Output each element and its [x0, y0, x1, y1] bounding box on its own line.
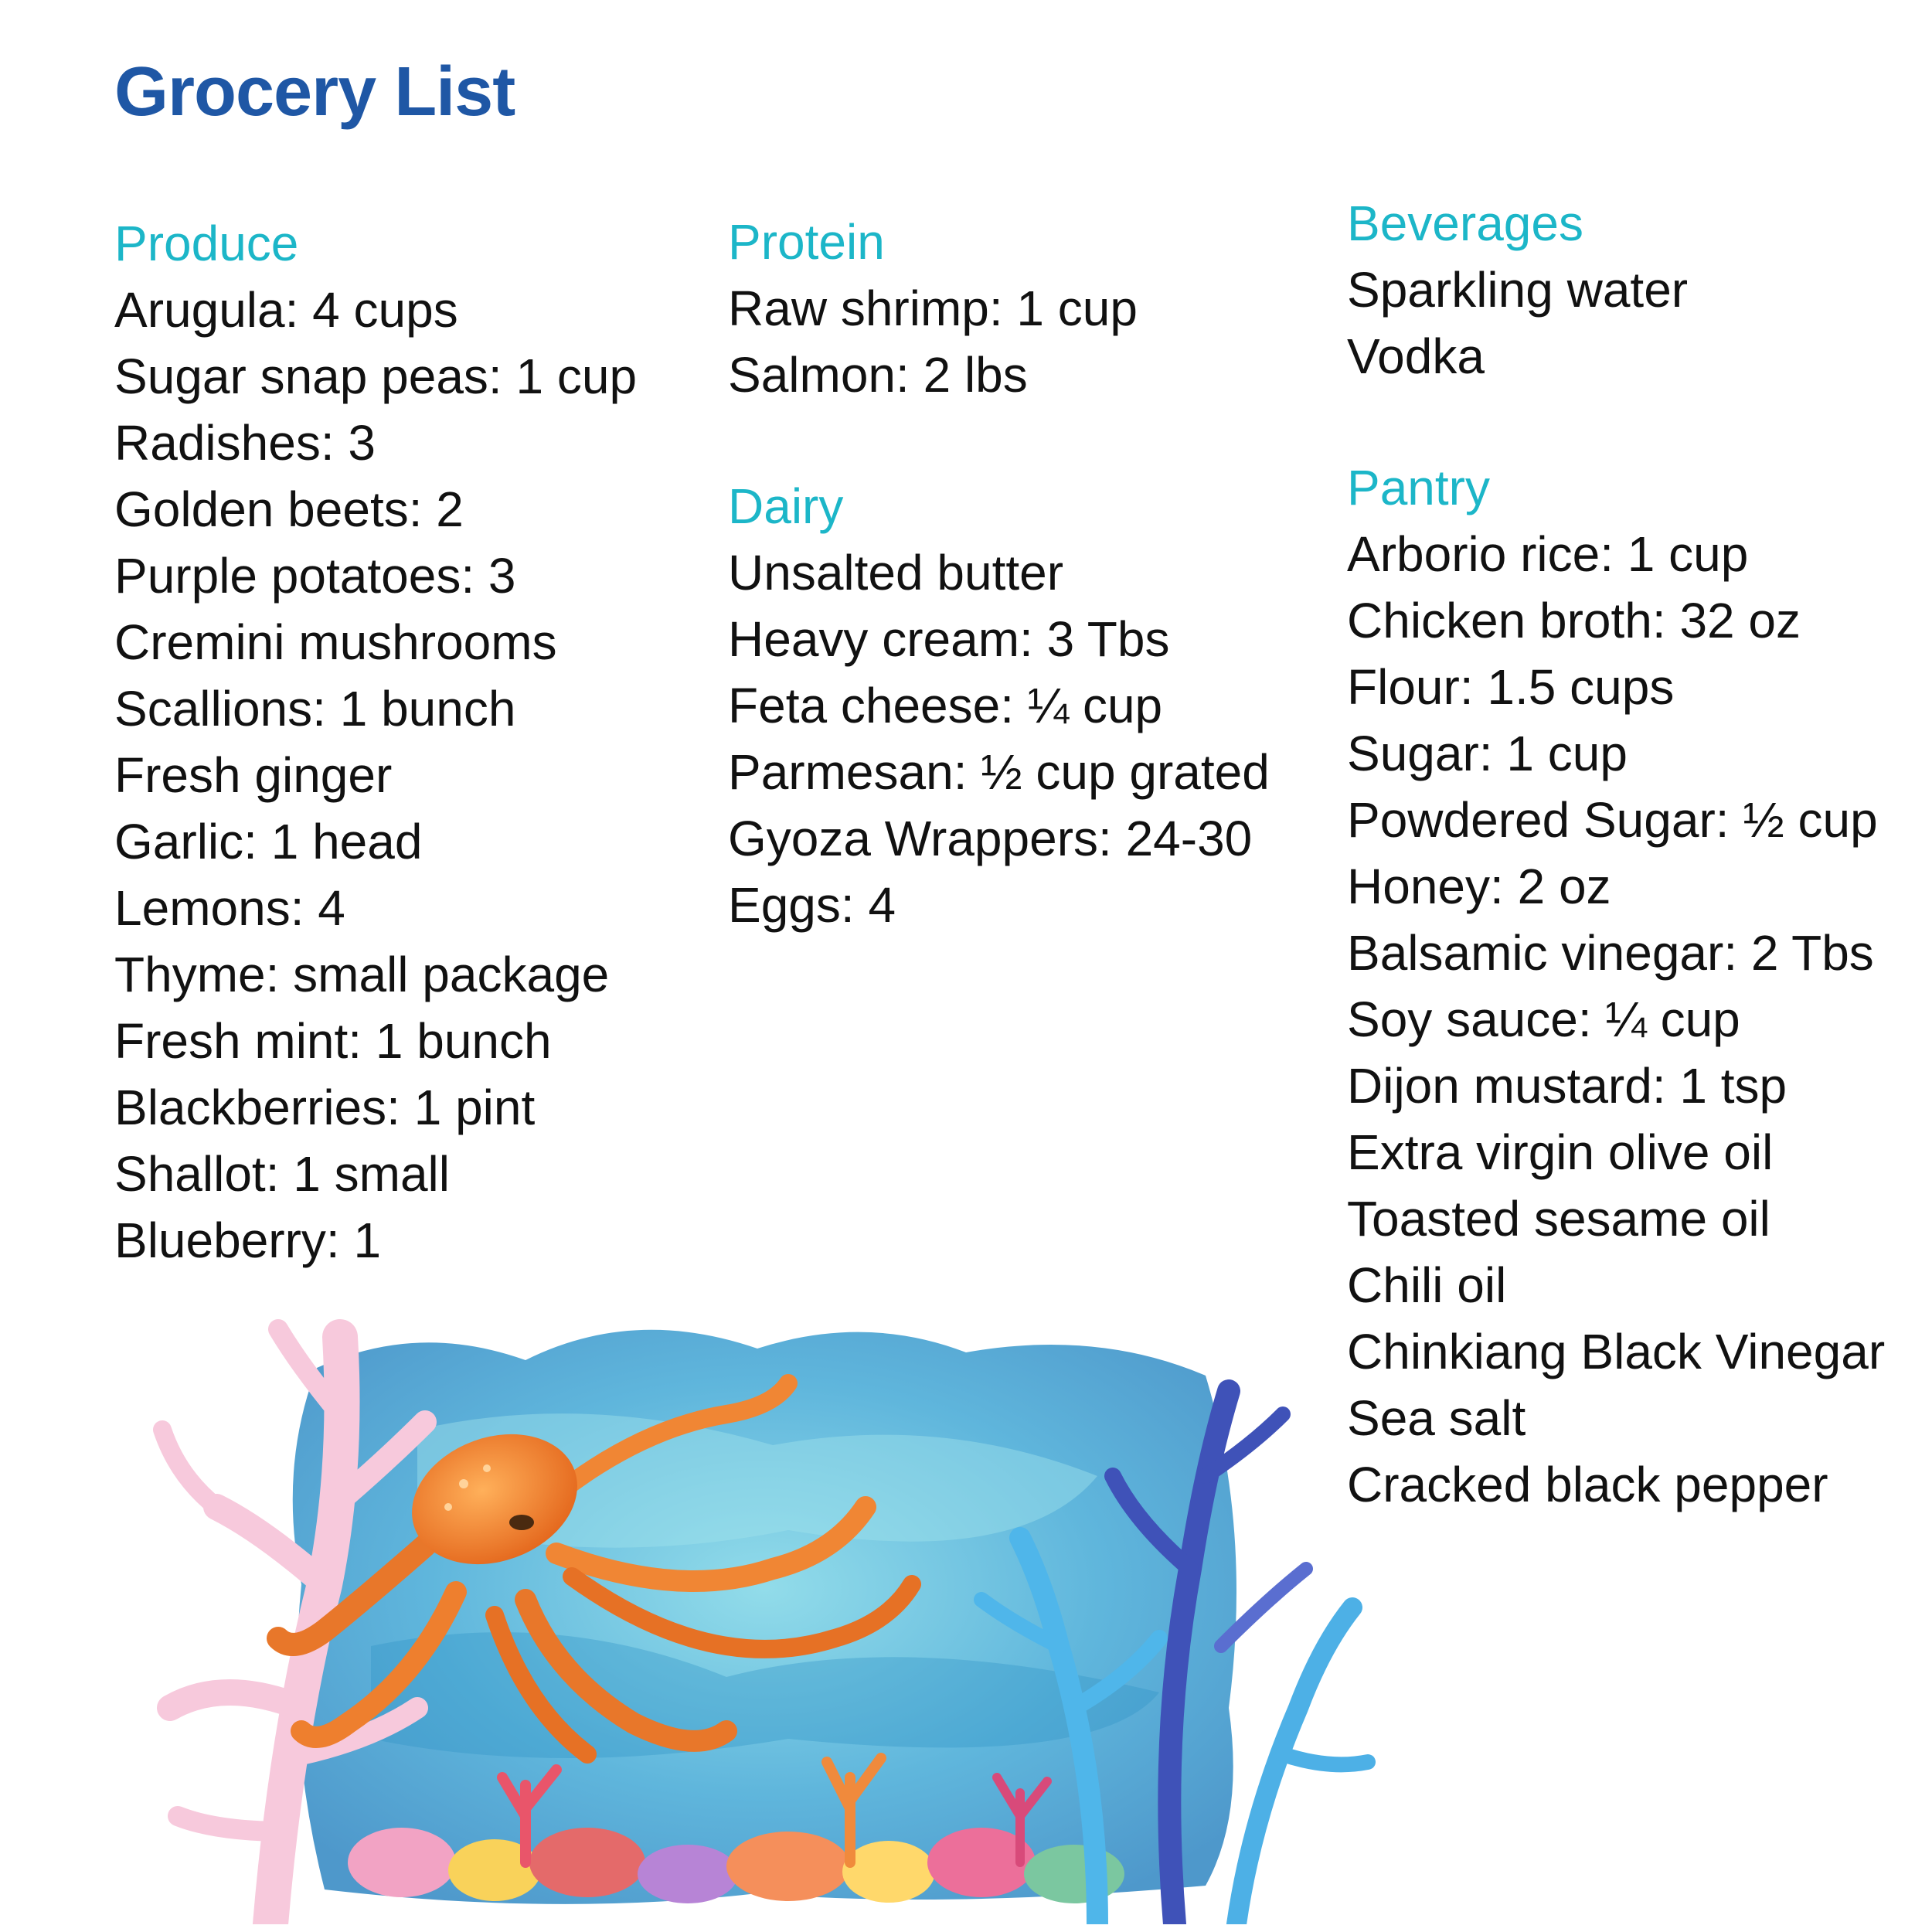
list-item: Purple potatoes: 3 — [114, 548, 516, 604]
list-item: Unsalted butter — [728, 545, 1064, 600]
list-item: Heavy cream: 3 Tbs — [728, 611, 1170, 667]
list-item: Feta cheese: ¼ cup — [728, 678, 1163, 733]
item-list-dairy — [728, 539, 1270, 938]
list-item: Gyoza Wrappers: 24-30 — [728, 811, 1253, 866]
list-item: Blueberry: 1 — [114, 1213, 382, 1268]
page-title: Grocery List — [114, 53, 515, 131]
list-item: Eggs: 4 — [728, 877, 896, 933]
section-protein — [728, 209, 1138, 408]
list-item: Fresh ginger — [114, 747, 393, 803]
section-beverages — [1347, 190, 1688, 389]
section-heading-produce: Produce — [114, 216, 299, 271]
section-pantry — [1347, 454, 1885, 1518]
list-item: Shallot: 1 small — [114, 1146, 450, 1202]
list-item: Soy sauce: ¼ cup — [1347, 992, 1740, 1047]
item-list-produce — [114, 277, 637, 1274]
list-item: Thyme: small package — [114, 947, 610, 1002]
list-item: Chicken broth: 32 oz — [1347, 593, 1801, 648]
list-item: Balsamic vinegar: 2 Tbs — [1347, 925, 1874, 981]
list-item: Sea salt — [1347, 1390, 1526, 1446]
list-item: Chili oil — [1347, 1257, 1507, 1313]
list-item: Chinkiang Black Vinegar — [1347, 1324, 1886, 1379]
item-list-protein — [728, 275, 1138, 408]
section-heading-protein: Protein — [728, 214, 885, 270]
list-item: Lemons: 4 — [114, 880, 345, 936]
list-item: Scallions: 1 bunch — [114, 681, 516, 736]
list-item: Flour: 1.5 cups — [1347, 659, 1675, 715]
list-item: Extra virgin olive oil — [1347, 1124, 1774, 1180]
list-item: Dijon mustard: 1 tsp — [1347, 1058, 1787, 1114]
list-item: Sugar snap peas: 1 cup — [114, 349, 638, 404]
list-item: Radishes: 3 — [114, 415, 376, 471]
section-heading-beverages: Beverages — [1347, 196, 1583, 251]
list-item: Arborio rice: 1 cup — [1347, 526, 1749, 582]
list-item: Toasted sesame oil — [1347, 1191, 1770, 1247]
list-item: Honey: 2 oz — [1347, 859, 1611, 914]
list-item: Sparkling water — [1347, 262, 1689, 318]
list-item: Blackberries: 1 pint — [114, 1080, 536, 1135]
list-item: Salmon: 2 lbs — [728, 347, 1028, 403]
section-heading-dairy: Dairy — [728, 478, 844, 534]
list-item: Cremini mushrooms — [114, 614, 557, 670]
list-item: Parmesan: ½ cup grated — [728, 744, 1270, 800]
list-item: Golden beets: 2 — [114, 481, 464, 537]
section-produce — [114, 210, 637, 1274]
list-item: Powdered Sugar: ½ cup — [1347, 792, 1878, 848]
list-item: Cracked black pepper — [1347, 1457, 1828, 1512]
section-dairy — [728, 473, 1270, 938]
octopus-coral-illustration — [93, 1275, 1391, 1924]
section-heading-pantry: Pantry — [1347, 460, 1490, 515]
item-list-pantry — [1347, 521, 1885, 1518]
item-list-beverages — [1347, 257, 1688, 389]
list-item: Sugar: 1 cup — [1347, 726, 1628, 781]
list-item: Vodka — [1347, 328, 1485, 384]
list-item: Garlic: 1 head — [114, 814, 423, 869]
list-item: Raw shrimp: 1 cup — [728, 281, 1138, 336]
list-item: Fresh mint: 1 bunch — [114, 1013, 552, 1069]
list-item: Arugula: 4 cups — [114, 282, 458, 338]
